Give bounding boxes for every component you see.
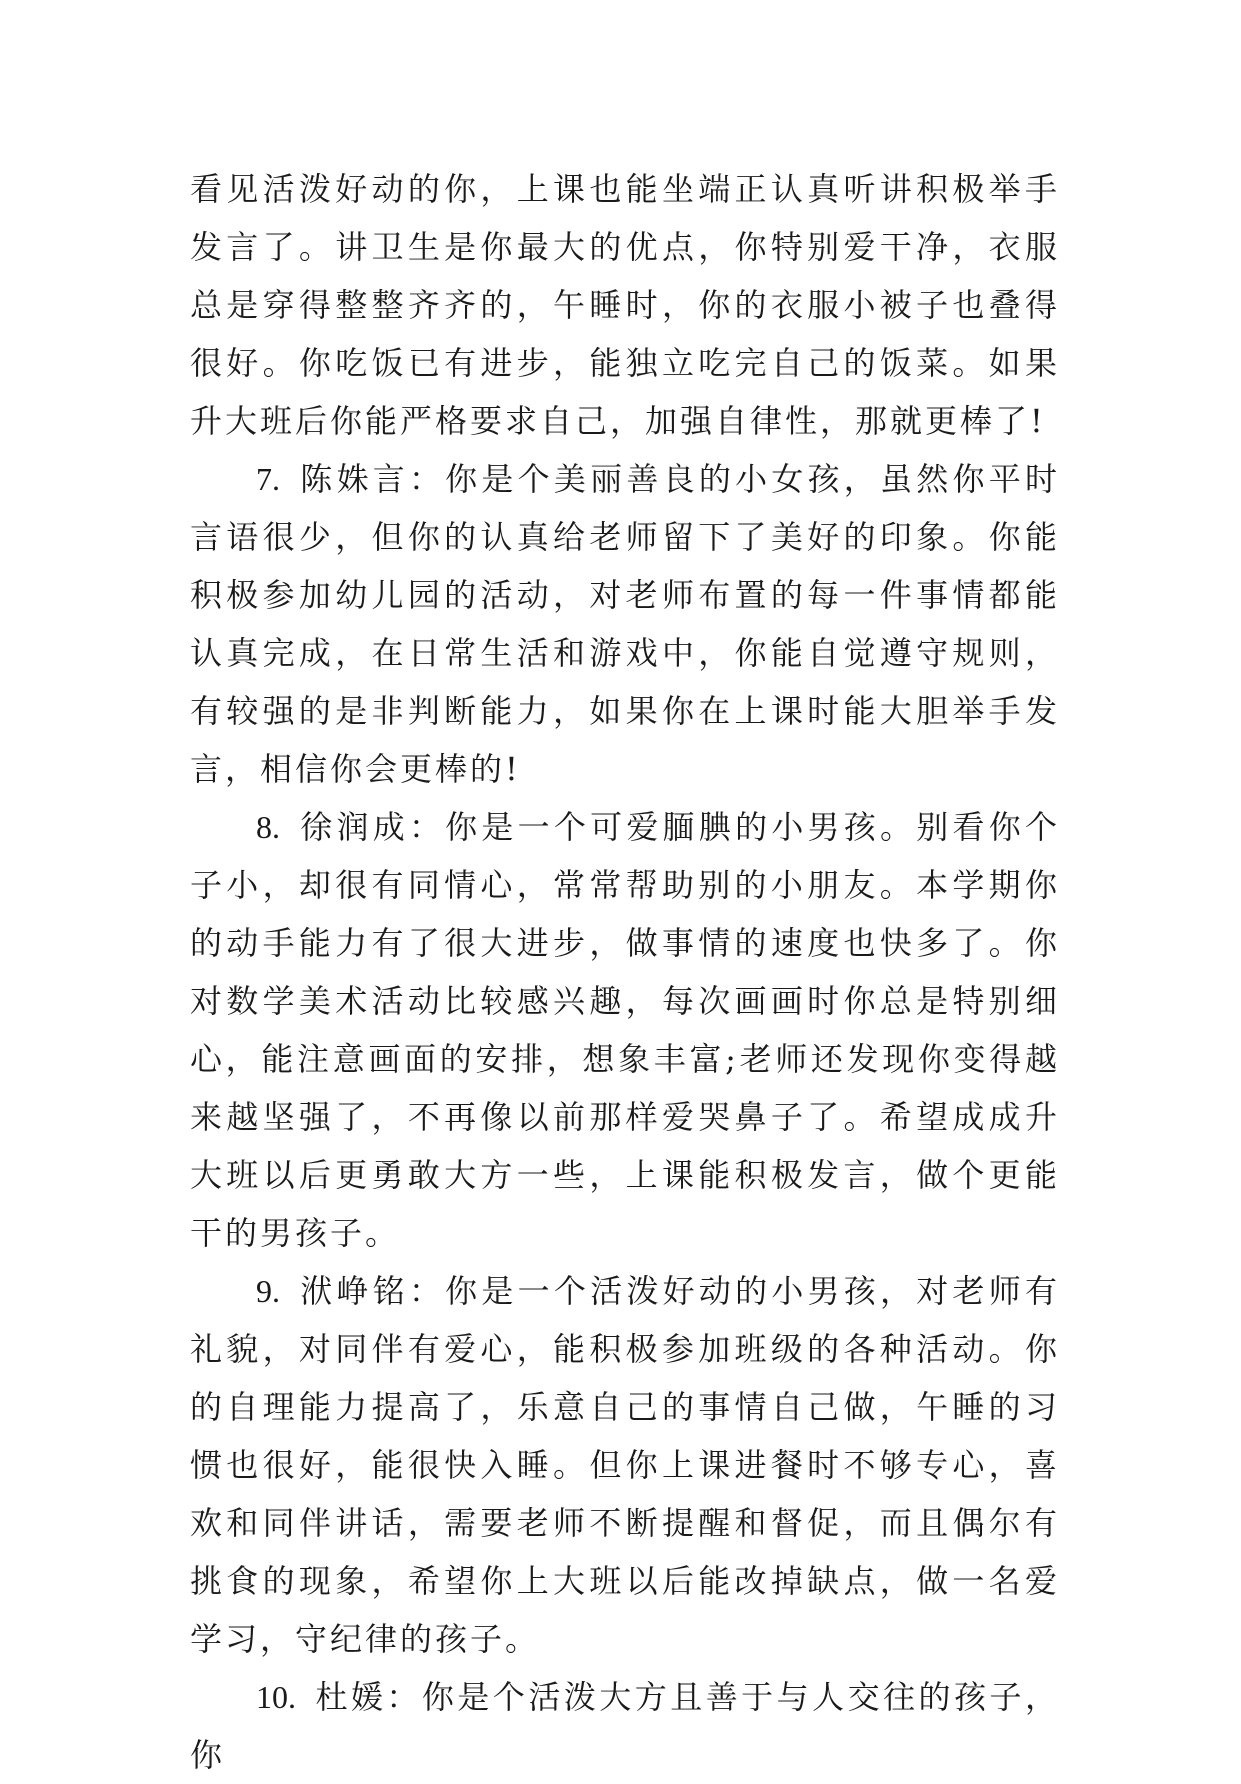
- document-body: [190, 160, 1060, 1784]
- paragraph-comment-10: [190, 1668, 1060, 1784]
- paragraph-comment-8: [190, 798, 1060, 1262]
- paragraph-text: 洑峥铭：你是一个活泼好动的小男孩，对老师有礼貌，对同伴有爱心，能积极参加班级的各种活动。你的自理能力提高了，乐意自己的事情自己做，午睡的习惯也很好，能很快入睡。但你上课进餐时不够专心，喜欢和同伴讲话，需要老师不断提醒和督促，而且偶尔有挑食的现象，希望你上大班以后能改掉缺点，做一名爱学习，守纪律的孩子。: [190, 1272, 1060, 1658]
- paragraph-text: 徐润成：你是一个可爱腼腆的小男孩。别看你个子小，却很有同情心，常常帮助别的小朋友。本学期你的动手能力有了很大进步，做事情的速度也快多了。你对数学美术活动比较感兴趣，每次画画时你总是特别细心，能注意画面的安排，想象丰富;老师还发现你变得越来越坚强了，不再像以前那样爱哭鼻子了。希望成成升大班以后更勇敢大方一些，上课能积极发言，做个更能干的男孩子。: [190, 808, 1060, 1252]
- paragraph-continued: [190, 160, 1060, 450]
- paragraph-comment-9: [190, 1262, 1060, 1668]
- paragraph-number: 7.: [256, 461, 280, 497]
- paragraph-text: 看见活泼好动的你，上课也能坐端正认真听讲积极举手发言了。讲卫生是你最大的优点，你特别爱干净，衣服总是穿得整整齐齐的，午睡时，你的衣服小被子也叠得很好。你吃饭已有进步，能独立吃完自己的饭菜。如果升大班后你能严格要求自己，加强自律性，那就更棒了!: [190, 170, 1060, 440]
- paragraph-number: 10.: [256, 1679, 296, 1715]
- paragraph-number: 8.: [256, 809, 280, 845]
- paragraph-number: 9.: [256, 1273, 280, 1309]
- paragraph-comment-7: [190, 450, 1060, 798]
- paragraph-text: 杜媛：你是个活泼大方且善于与人交往的孩子，你: [190, 1678, 1060, 1774]
- paragraph-text: 陈姝言：你是个美丽善良的小女孩，虽然你平时言语很少，但你的认真给老师留下了美好的印象。你能积极参加幼儿园的活动，对老师布置的每一件事情都能认真完成，在日常生活和游戏中，你能自觉遵守规则，有较强的是非判断能力，如果你在上课时能大胆举手发言，相信你会更棒的!: [190, 460, 1060, 788]
